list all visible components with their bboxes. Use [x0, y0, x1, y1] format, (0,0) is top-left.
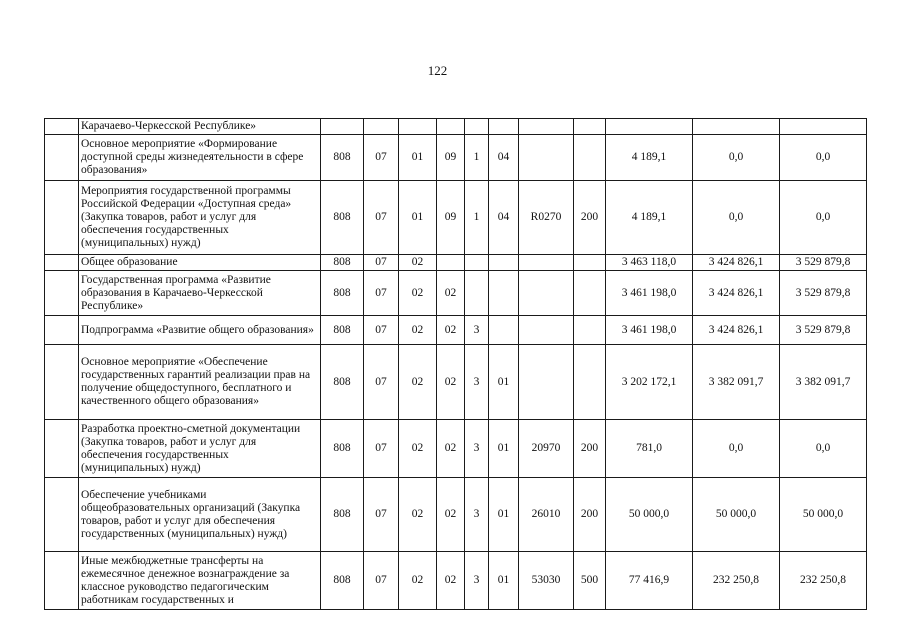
amount-cell-year2: 3 382 091,7 [693, 345, 780, 420]
code-cell-expense-type [574, 345, 606, 420]
code-cell-program: 02 [437, 478, 465, 552]
code-cell-activity: 01 [489, 478, 519, 552]
code-cell-program [437, 255, 465, 271]
code-cell-subprogram: 3 [465, 478, 489, 552]
blank-cell [45, 135, 79, 181]
code-cell-activity [489, 119, 519, 135]
code-cell-subprogram [465, 119, 489, 135]
code-cell-activity: 04 [489, 181, 519, 255]
item-name-cell: Карачаево-Черкесской Республике» [79, 119, 321, 135]
code-cell-activity: 01 [489, 345, 519, 420]
code-cell-expense-type: 200 [574, 420, 606, 478]
code-cell-subprogram: 3 [465, 316, 489, 345]
code-cell-gr [321, 119, 364, 135]
code-cell-expense-type [574, 255, 606, 271]
code-cell-pr: 01 [399, 181, 437, 255]
code-cell-activity: 01 [489, 420, 519, 478]
amount-cell-year1: 3 461 198,0 [606, 316, 693, 345]
page-number: 122 [427, 63, 448, 78]
table-row [45, 552, 867, 610]
table-row [45, 181, 867, 255]
amount-cell-year2: 3 424 826,1 [693, 271, 780, 316]
item-name-cell: Подпрограмма «Развитие общего образования» [79, 316, 321, 345]
amount-cell-year1: 77 416,9 [606, 552, 693, 610]
amount-cell-year2 [693, 119, 780, 135]
amount-cell-year3 [780, 119, 867, 135]
code-cell-gr: 808 [321, 181, 364, 255]
code-cell-pr: 02 [399, 255, 437, 271]
code-cell-pr: 02 [399, 420, 437, 478]
code-cell-gr: 808 [321, 552, 364, 610]
blank-cell [45, 119, 79, 135]
budget-table [44, 118, 867, 610]
amount-cell-year3: 50 000,0 [780, 478, 867, 552]
code-cell-gr: 808 [321, 255, 364, 271]
amount-cell-year3: 3 529 879,8 [780, 271, 867, 316]
amount-cell-year1: 50 000,0 [606, 478, 693, 552]
code-cell-program: 09 [437, 181, 465, 255]
item-name-cell: Иные межбюджетные трансферты на ежемесячное денежное вознаграждение за классное руководство педагогическим работникам государственных и [79, 552, 321, 610]
code-cell-rz: 07 [364, 420, 399, 478]
code-cell-direction: 53030 [519, 552, 574, 610]
amount-cell-year2: 232 250,8 [693, 552, 780, 610]
code-cell-activity: 01 [489, 552, 519, 610]
code-cell-program: 02 [437, 316, 465, 345]
amount-cell-year2: 0,0 [693, 135, 780, 181]
code-cell-activity [489, 271, 519, 316]
item-name-cell: Основное мероприятие «Формирование доступной среды жизнедеятельности в сфере образования» [79, 135, 321, 181]
table-row [45, 478, 867, 552]
code-cell-direction [519, 255, 574, 271]
code-cell-program: 09 [437, 135, 465, 181]
code-cell-pr: 02 [399, 552, 437, 610]
table-row [45, 271, 867, 316]
code-cell-rz: 07 [364, 135, 399, 181]
code-cell-pr: 02 [399, 316, 437, 345]
code-cell-rz: 07 [364, 345, 399, 420]
code-cell-activity: 04 [489, 135, 519, 181]
code-cell-program [437, 119, 465, 135]
code-cell-program: 02 [437, 552, 465, 610]
amount-cell-year2: 0,0 [693, 181, 780, 255]
amount-cell-year2: 3 424 826,1 [693, 316, 780, 345]
code-cell-gr: 808 [321, 135, 364, 181]
code-cell-rz: 07 [364, 181, 399, 255]
amount-cell-year1 [606, 119, 693, 135]
blank-cell [45, 255, 79, 271]
code-cell-rz: 07 [364, 271, 399, 316]
amount-cell-year2: 0,0 [693, 420, 780, 478]
code-cell-expense-type: 200 [574, 181, 606, 255]
amount-cell-year3: 0,0 [780, 420, 867, 478]
item-name-cell: Разработка проектно-сметной документации (Закупка товаров, работ и услуг для обеспечения государственных (муниципальных) нужд) [79, 420, 321, 478]
code-cell-expense-type [574, 316, 606, 345]
blank-cell [45, 345, 79, 420]
blank-cell [45, 181, 79, 255]
amount-cell-year3: 232 250,8 [780, 552, 867, 610]
code-cell-pr [399, 119, 437, 135]
blank-cell [45, 420, 79, 478]
amount-cell-year3: 0,0 [780, 135, 867, 181]
code-cell-direction [519, 135, 574, 181]
code-cell-rz: 07 [364, 478, 399, 552]
code-cell-rz: 07 [364, 552, 399, 610]
code-cell-direction: 26010 [519, 478, 574, 552]
code-cell-subprogram: 1 [465, 181, 489, 255]
code-cell-program: 02 [437, 271, 465, 316]
amount-cell-year1: 4 189,1 [606, 135, 693, 181]
code-cell-direction: 20970 [519, 420, 574, 478]
code-cell-expense-type [574, 119, 606, 135]
item-name-cell: Государственная программа «Развитие образования в Карачаево-Черкесской Республике» [79, 271, 321, 316]
item-name-cell: Основное мероприятие «Обеспечение государственных гарантий реализации прав на получение общедоступного, бесплатного и качественного общего образования» [79, 345, 321, 420]
item-name-cell: Мероприятия государственной программы Российской Федерации «Доступная среда» (Закупка товаров, работ и услуг для обеспечения государственных (муниципальных) нужд) [79, 181, 321, 255]
amount-cell-year2: 50 000,0 [693, 478, 780, 552]
amount-cell-year3: 0,0 [780, 181, 867, 255]
blank-cell [45, 478, 79, 552]
table-row [45, 135, 867, 181]
code-cell-expense-type [574, 271, 606, 316]
code-cell-pr: 02 [399, 345, 437, 420]
amount-cell-year2: 3 424 826,1 [693, 255, 780, 271]
code-cell-rz [364, 119, 399, 135]
code-cell-activity [489, 255, 519, 271]
amount-cell-year3: 3 382 091,7 [780, 345, 867, 420]
code-cell-expense-type: 500 [574, 552, 606, 610]
code-cell-direction [519, 271, 574, 316]
code-cell-subprogram: 3 [465, 552, 489, 610]
code-cell-program: 02 [437, 345, 465, 420]
code-cell-pr: 02 [399, 271, 437, 316]
amount-cell-year1: 3 463 118,0 [606, 255, 693, 271]
code-cell-gr: 808 [321, 345, 364, 420]
blank-cell [45, 316, 79, 345]
code-cell-activity [489, 316, 519, 345]
item-name-cell: Общее образование [79, 255, 321, 271]
item-name-cell: Обеспечение учебниками общеобразовательных организаций (Закупка товаров, работ и услуг для обеспечения государственных (муниципальных) нужд) [79, 478, 321, 552]
code-cell-pr: 02 [399, 478, 437, 552]
blank-cell [45, 271, 79, 316]
code-cell-program: 02 [437, 420, 465, 478]
code-cell-pr: 01 [399, 135, 437, 181]
amount-cell-year1: 3 461 198,0 [606, 271, 693, 316]
code-cell-gr: 808 [321, 478, 364, 552]
code-cell-subprogram: 1 [465, 135, 489, 181]
amount-cell-year1: 4 189,1 [606, 181, 693, 255]
code-cell-subprogram: 3 [465, 345, 489, 420]
amount-cell-year1: 781,0 [606, 420, 693, 478]
code-cell-expense-type [574, 135, 606, 181]
code-cell-subprogram [465, 255, 489, 271]
code-cell-gr: 808 [321, 271, 364, 316]
table-row [45, 420, 867, 478]
table-row [45, 316, 867, 345]
code-cell-subprogram: 3 [465, 420, 489, 478]
code-cell-gr: 808 [321, 316, 364, 345]
code-cell-subprogram [465, 271, 489, 316]
code-cell-rz: 07 [364, 255, 399, 271]
code-cell-rz: 07 [364, 316, 399, 345]
table-row [45, 345, 867, 420]
code-cell-direction [519, 345, 574, 420]
code-cell-expense-type: 200 [574, 478, 606, 552]
code-cell-direction [519, 316, 574, 345]
code-cell-gr: 808 [321, 420, 364, 478]
code-cell-direction: R0270 [519, 181, 574, 255]
blank-cell [45, 552, 79, 610]
table-row [45, 255, 867, 271]
amount-cell-year3: 3 529 879,8 [780, 316, 867, 345]
amount-cell-year1: 3 202 172,1 [606, 345, 693, 420]
code-cell-direction [519, 119, 574, 135]
amount-cell-year3: 3 529 879,8 [780, 255, 867, 271]
table-row [45, 119, 867, 135]
